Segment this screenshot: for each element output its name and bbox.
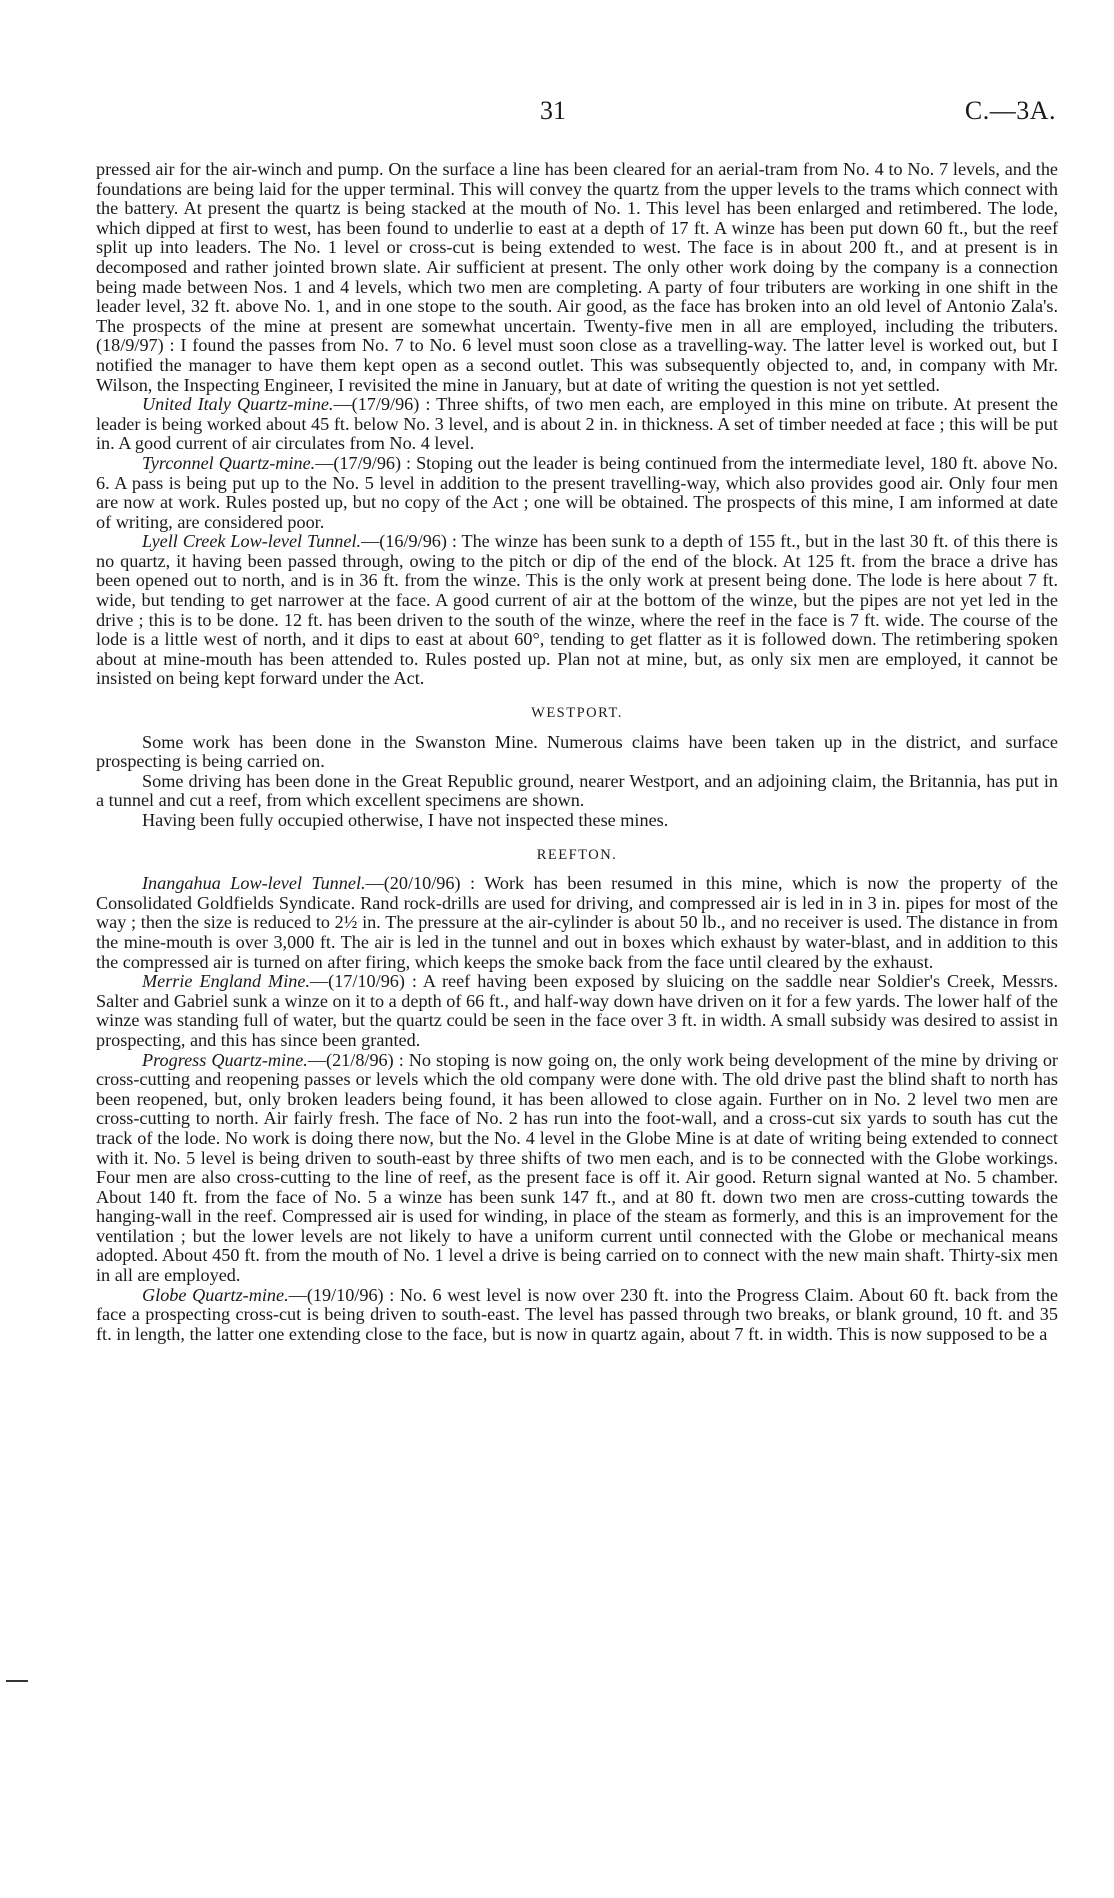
page-header — [0, 96, 1114, 130]
mine-name: Globe Quartz-mine. — [142, 1284, 289, 1305]
mine-name: Inangahua Low-level Tunnel. — [142, 873, 366, 894]
paragraph-westport-3: Having been fully occupied otherwise, I have not inspected these mines. — [142, 810, 669, 830]
paragraph-globe: Globe Quartz-mine.—(19/10/96) : No. 6 west level is now over 230 ft. into the Progress Claim. About 60 ft. back from the face a prospecting cross-cut is being driven to south-east. The level has passed through two breaks, or blank ground, 10 ft. and 35 ft. in length, the latter one extending close to the face, but is now in quartz again, about 7 ft. in width. This is now supposed to be a — [96, 1284, 1059, 1344]
paragraph-united-italy: United Italy Quartz-mine.—(17/9/96) : Three shifts, of two men each, are employed in this mine on tribute. At present the leader is being worked about 45 ft. below No. 3 level, and is about 2 in. in thickness. A set of timber needed at face ; this will be put in. A good current of air circulates from No. 4 level. — [96, 394, 1058, 454]
series-reference: C.—3A. — [964, 96, 1056, 125]
mine-name: United Italy Quartz-mine. — [142, 394, 334, 415]
mine-name: Progress Quartz-mine. — [142, 1049, 308, 1070]
paragraph-inangahua: Inangahua Low-level Tunnel.—(20/10/96) : Work has been resumed in this mine, which is now the property of the Consolidated Goldfields Syndicate. Rand rock-drills are used for driving, and compressed air is led in in 3 in. pipes for most of the way ; then the size is reduced to 2½ in. The pressure at the air-cylinder is about 50 lb., and no receiver is used. The distance in from the mine-mouth is over 3,000 ft. The air is led in the tunnel and out in boxes which exhaust by water-blast, and in addition to this the compressed air is turned on after firing, which keeps the smoke back from the face until cleared by the exhaust. — [96, 873, 1058, 972]
paragraph-continuation: pressed air for the air-winch and pump. On the surface a line has been cleared for an aerial-tram from No. 4 to No. 7 levels, and the foundations are being laid for the upper terminal. This will convey the quartz from the upper levels to the trams which connect with the battery. At present the quartz is being stacked at the mouth of No. 1. This level has been enlarged and retimbered. The lode, which dipped at first to west, has been found to underlie to east at a depth of 17 ft. A winze has been put down 60 ft., but the reef split up into leaders. The No. 1 level or cross-cut is being extended to west. The face is in about 200 ft., and at present is in decomposed and rather jointed brown slate. Air sufficient at present. The only other work doing by the company is a connection being made between Nos. 1 and 4 levels, which two men are completing. A party of four tributers are working in one shift in the leader level, 32 ft. above No. 1, and in one stope to the south. Air good, as the face has broken into an old level of Antonio Zala's. The prospects of the mine at present are somewhat uncertain. Twenty-five men in all are employed, including the tributers. (18/9/97) : I found the passes from No. 7 to No. 6 level must soon close as a travelling-way. The latter level is worked out, but I notified the manager to have them kept open as a second outlet. This was subsequently objected to, and, in company with Mr. Wilson, the Inspecting Engineer, I revisited the mine in January, but at date of writing the question is not yet settled. — [96, 159, 1058, 395]
paragraph-merrie-england: Merrie England Mine.—(17/10/96) : A reef having been exposed by sluicing on the saddle near Soldier's Creek, Messrs. Salter and Gabriel sunk a winze on it to a depth of 66 ft., and half-way down have driven on it for a few yards. The lower half of the winze was standing full of water, but the quartz could be seen in the face over 3 ft. in width. A small subsidy was desired to assist in prospecting, and this has since been granted. — [96, 971, 1058, 1050]
mine-name: Tyrconnel Quartz-mine. — [142, 452, 316, 473]
margin-mark — [6, 1680, 28, 1682]
paragraph-westport-1: Some work has been done in the Swanston Mine. Numerous claims have been taken up in the district, and surface prospecting is being carried on. — [96, 731, 1058, 772]
mine-name: Lyell Creek Low-level Tunnel. — [142, 531, 362, 552]
document-body — [96, 160, 1058, 1344]
paragraph-tyrconnel: Tyrconnel Quartz-mine.—(17/9/96) : Stoping out the leader is being continued from the intermediate level, 180 ft. above No. 6. A pass is being put up to the No. 5 level in addition to the present travelling-way, which also provides good air. Only four men are now at work. Rules posted up, but no copy of the Act ; one will be obtained. The prospects of this mine, I am informed at date of writing, are considered poor. — [96, 452, 1058, 532]
paragraph-progress: Progress Quartz-mine.—(21/8/96) : No stoping is now going on, the only work being development of the mine by driving or cross-cutting and reopening passes or levels which the old company were done with. The old drive past the blind shaft to north has been reopened, but, only broken leaders being found, it has been allowed to close again. Further on in No. 2 level two men are cross-cutting to north. Air fairly fresh. The face of No. 2 has run into the foot-wall, and a cross-cut six yards to south has cut the track of the lode. No work is doing there now, but the No. 4 level in the Globe Mine is at date of writing being extended to connect with it. No. 5 level is being driven to south-east by three shifts of two men each, and is to be connected with the Globe workings. Four men are also cross-cutting to the line of reef, as the present face is off it. Air good. Return signal wanted at No. 5 chamber. About 140 ft. from the face of No. 5 a winze has been sunk 147 ft., and at 80 ft. down two men are cross-cutting towards the hanging-wall in the reef. Compressed air is used for winding, in place of the steam as formerly, and this is an improvement for the ventilation ; but the lower levels are not likely to have a uniform current until connected with the Globe or mechanical means adopted. About 450 ft. from the mouth of No. 1 level a drive is being carried on to connect with the new main shaft. Thirty-six men in all are employed. — [96, 1049, 1058, 1286]
mine-name: Merrie England Mine. — [142, 971, 310, 992]
paragraph-westport-2: Some driving has been done in the Great Republic ground, nearer Westport, and an adjoining claim, the Britannia, has put in a tunnel and cut a reef, from which excellent specimens are shown. — [96, 770, 1058, 811]
section-heading-reefton: REEFTON. — [536, 846, 618, 863]
page-number: 31 — [540, 96, 566, 125]
section-heading-westport: WESTPORT. — [531, 705, 623, 722]
paragraph-lyell-creek: Lyell Creek Low-level Tunnel.—(16/9/96) : The winze has been sunk to a depth of 155 ft., but in the last 30 ft. of this there is no quartz, it having been passed through, owing to the pitch or dip of the end of the block. At 125 ft. from the brace a drive has been opened out to north, and is in 36 ft. from the winze. This is the only work at present being done. The lode is here about 7 ft. wide, but tending to get narrower at the face. A good current of air at the bottom of the winze, but the pipes are not yet led in the drive ; this is to be done. 12 ft. has been driven to the south of the winze, where the reef in the face is 7 ft. wide. The course of the lode is a little west of north, and it dips to east at about 60°, tending to get flatter as it is followed down. The retimbering spoken about at mine-mouth has been attended to. Rules posted up. Plan not at mine, but, as only six men are employed, it cannot be insisted on being kept forward under the Act. — [96, 531, 1058, 689]
